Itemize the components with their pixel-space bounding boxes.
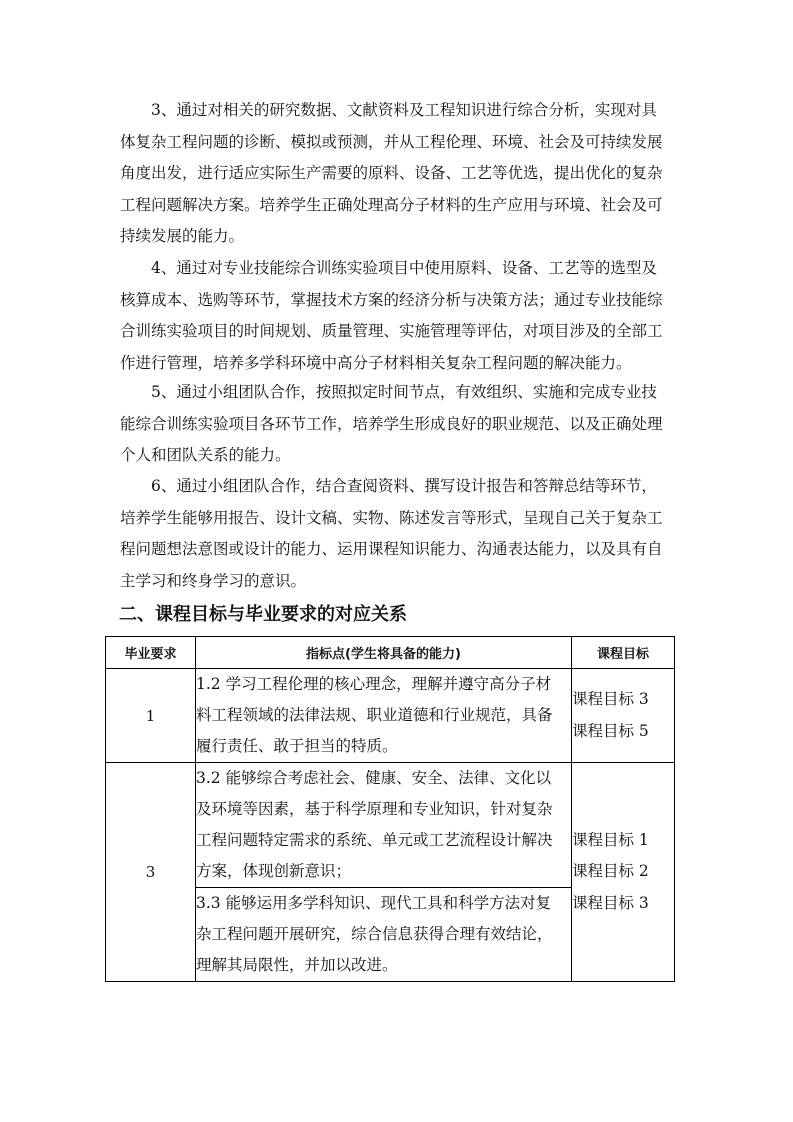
course-goal-cell xyxy=(572,669,675,763)
paragraph-4 xyxy=(120,253,675,379)
table-row xyxy=(106,669,675,763)
course-goal-cell xyxy=(572,763,675,982)
text-line: 能综合训练实验项目各环节工作，培养学生形成良好的职业规范、以及正确处理 xyxy=(120,414,663,433)
text-line: 作进行管理，培养多学科环境中高分子材料相关复杂工程问题的解决能力。 xyxy=(120,353,632,372)
text-line: 5、通过小组团队合作，按照拟定时间节点，有效组织、实施和完成专业技 xyxy=(151,383,657,401)
text-line: 体复杂工程问题的诊断、模拟或预测，并从工程伦理、环境、社会及可持续发展 xyxy=(120,132,663,151)
indicator-line: 理解其局限性，并加以改进。 xyxy=(196,956,398,974)
indicator-line: 方案，体现创新意识； xyxy=(196,862,352,880)
header-indicator: 指标点(学生将具备的能力) xyxy=(196,637,572,669)
text-line: 核算成本、选购等环节，掌握技术方案的经济分析与决策方法；通过专业技能综 xyxy=(120,290,663,309)
table-header-row xyxy=(106,637,675,669)
section-heading: 二、课程目标与毕业要求的对应关系 xyxy=(119,604,407,625)
text-line: 培养学生能够用报告、设计文稿、实物、陈述发言等形式，呈现自己关于复杂工 xyxy=(120,508,663,527)
indicator-line: 3.3 能够运用多学科知识、现代工具和科学方法对复 xyxy=(196,894,552,912)
course-goal-item: 课程目标 3 xyxy=(572,690,649,708)
text-line: 持续发展的能力。 xyxy=(120,227,245,245)
paragraph-6 xyxy=(120,471,675,597)
indicator-line: 工程问题特定需求的系统、单元或工艺流程设计解决 xyxy=(196,831,553,849)
text-line: 个人和团队关系的能力。 xyxy=(120,446,291,464)
header-course-goal: 课程目标 xyxy=(572,637,675,669)
indicator-cell xyxy=(196,763,572,888)
course-goal-item: 课程目标 2 xyxy=(572,862,649,881)
requirement-cell: 3 xyxy=(106,763,196,982)
indicator-line: 1.2 学习工程伦理的核心理念，理解并遵守高分子材 xyxy=(196,675,552,693)
indicator-line: 履行责任、敢于担当的特质。 xyxy=(196,737,398,755)
indicator-cell xyxy=(196,888,572,982)
text-line: 角度出发，进行适应实际生产需要的原料、设备、工艺等优选，提出优化的复杂 xyxy=(120,164,663,182)
paragraph-3 xyxy=(120,95,675,253)
text-line: 主学习和终身学习的意识。 xyxy=(120,571,307,590)
paragraph-5 xyxy=(120,377,675,472)
course-goal-item: 课程目标 3 xyxy=(572,893,649,912)
text-line: 6、通过小组团队合作，结合查阅资料、撰写设计报告和答辩总结等环节， xyxy=(151,477,657,495)
text-line: 3、通过对相关的研究数据、文献资料及工程知识进行综合分析，实现对具 xyxy=(151,101,657,119)
course-goal-item: 课程目标 1 xyxy=(572,830,649,849)
indicator-line: 杂工程问题开展研究，综合信息获得合理有效结论， xyxy=(196,925,553,943)
text-line: 4、通过对专业技能综合训练实验项目中使用原料、设备、工艺等的选型及 xyxy=(151,259,657,277)
table-row xyxy=(106,763,675,888)
course-goal-item: 课程目标 5 xyxy=(572,721,649,740)
indicator-line: 3.2 能够综合考虑社会、健康、安全、法律、文化以 xyxy=(196,769,552,787)
requirement-cell: 1 xyxy=(106,669,196,763)
text-line: 工程问题解决方案。培养学生正确处理高分子材料的生产应用与环境、社会及可 xyxy=(120,195,663,214)
objectives-mapping-table xyxy=(105,636,675,982)
text-line: 合训练实验项目的时间规划、质量管理、实施管理等评估，对项目涉及的全部工 xyxy=(120,322,663,340)
indicator-cell xyxy=(196,669,572,763)
indicator-line: 料工程领域的法律法规、职业道德和行业规范，具备 xyxy=(196,706,553,724)
header-graduation-requirement: 毕业要求 xyxy=(106,637,196,669)
text-line: 程问题想法意图或设计的能力、运用课程知识能力、沟通表达能力，以及具有自 xyxy=(120,540,663,558)
indicator-line: 及环境等因素，基于科学原理和专业知识，针对复杂 xyxy=(196,800,553,818)
